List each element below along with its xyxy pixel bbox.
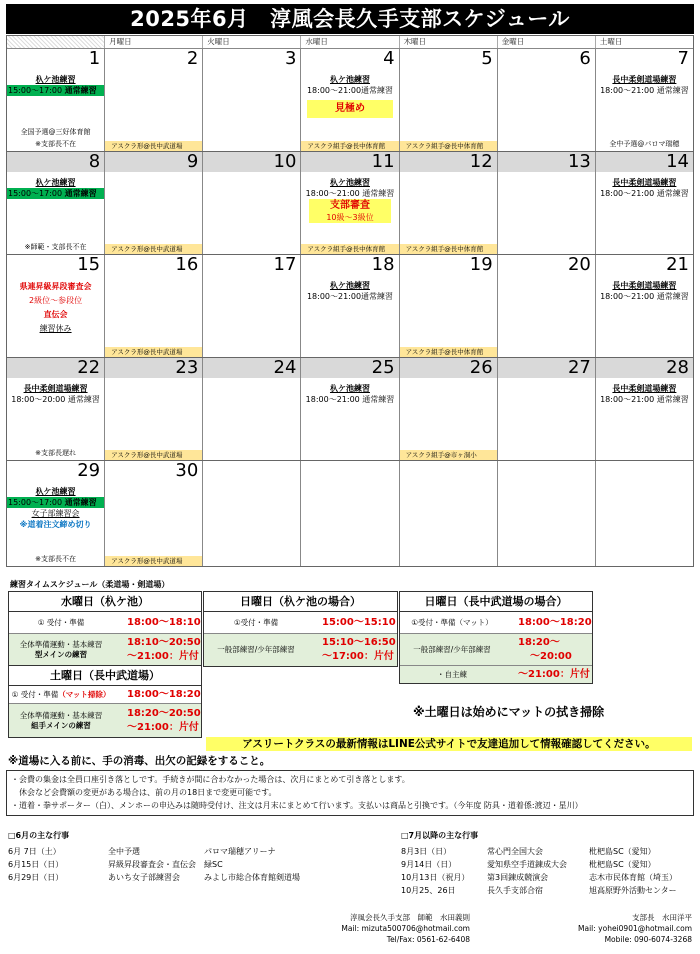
event-row	[8, 871, 384, 884]
activity-text: 一般部練習/少年部練習	[413, 644, 491, 654]
calendar-day	[104, 152, 202, 254]
day-event-line: 杁ケ池練習	[329, 281, 370, 290]
event-venue: 枇杷島SC（愛知）	[589, 860, 656, 869]
rule-line: ・道着・拳サポーター（白）、メンホーの申込みは随時受付け、注文は月末にまとめて行います。支払いは商品と引換です。（今年度 防具・道着係:渡辺・星川）	[11, 801, 583, 810]
day-event-line: 女子部練習会	[31, 509, 80, 518]
day-event-line: 県連昇級昇段審査会	[19, 282, 92, 291]
event-date: 10月25、26日	[401, 886, 456, 895]
timetable-sunday-nagachu	[399, 591, 593, 684]
activity-text: 一般部練習/少年部練習	[217, 645, 295, 654]
practice-time-green: 15:00～17:00 通常練習	[7, 85, 104, 96]
calendar-week	[7, 255, 693, 358]
day-number: 19	[469, 255, 493, 275]
ask-class-tag: アスクラ組手@長中体育館	[400, 244, 497, 254]
day-number: 28	[596, 358, 693, 378]
practice-type: 通常練習	[64, 498, 97, 507]
day-number: 5	[481, 49, 493, 69]
weekday-label: 水曜日	[300, 36, 398, 48]
time-text: 18:20～20:50	[127, 707, 201, 719]
day-events	[203, 69, 300, 74]
timetable-sunday-irigaike	[203, 591, 398, 667]
timetable-row	[9, 704, 201, 737]
day-number: 26	[400, 358, 497, 378]
day-event-line: 杁ケ池練習	[329, 75, 370, 84]
calendar-day	[202, 152, 300, 254]
day-events	[203, 275, 300, 280]
ask-class-tag: アスクラ形@長中武道場	[105, 556, 202, 566]
activity-text: 型メインの練習	[34, 650, 88, 659]
weekday-label: 火曜日	[202, 36, 300, 48]
practice-time-green: 15:00～17:00 通常練習	[7, 188, 104, 199]
day-number: 29	[77, 461, 101, 481]
calendar-day	[399, 358, 497, 460]
day-number: 22	[7, 358, 104, 378]
practice-type: 通常練習	[64, 189, 97, 198]
timetable-activity	[204, 612, 308, 633]
event-date: 10月13日（祝月）	[401, 873, 470, 882]
day-number: 17	[273, 255, 297, 275]
calendar-day	[300, 255, 398, 357]
timetable-time	[113, 634, 201, 666]
day-number: 20	[567, 255, 591, 275]
weekday-label: 土曜日	[595, 36, 693, 48]
day-events	[301, 69, 398, 118]
calendar-day	[595, 358, 693, 460]
day-events	[498, 275, 595, 280]
contact-line: Mail: mizuta500706@hotmail.com	[341, 924, 470, 933]
weekday-label: 金曜日	[497, 36, 595, 48]
event-row	[8, 858, 384, 871]
ask-class-tag: アスクラ形@長中武道場	[105, 450, 202, 460]
event-name: 第3回錬成競演会	[487, 873, 549, 882]
day-event-line: 18:00～21:00 通常練習	[600, 395, 689, 404]
calendar	[6, 35, 694, 567]
day-events	[203, 172, 300, 177]
contact-line: 淳風会長久手支部 師範 水田義則	[350, 913, 470, 922]
event-row	[401, 871, 699, 884]
timetable-row	[204, 612, 397, 634]
calendar-day	[202, 358, 300, 460]
day-number: 7	[677, 49, 689, 69]
day-note: ※支部長不在	[35, 555, 76, 563]
timetable-time	[308, 612, 397, 633]
day-events	[498, 69, 595, 74]
day-event-line: 杁ケ池練習	[329, 384, 370, 393]
highlight-event: 10級～3級位	[309, 212, 390, 223]
timetable-row	[400, 612, 592, 634]
timetable-time	[504, 612, 592, 633]
day-number: 21	[666, 255, 689, 275]
event-venue: 緑SC	[204, 860, 223, 869]
event-venue: みよし市総合体育館剣道場	[204, 873, 300, 882]
calendar-day	[202, 49, 300, 151]
highlight-event: 支部審査	[309, 199, 390, 212]
day-events	[596, 69, 693, 96]
day-number: 16	[175, 255, 199, 275]
calendar-day	[104, 461, 202, 566]
calendar-day	[399, 152, 497, 254]
day-event-line: 杁ケ池練習	[35, 75, 76, 84]
day-events	[105, 378, 202, 383]
contact-line: Mobile: 090-6074-3268	[604, 935, 692, 944]
event-name: 常心門全国大会	[487, 847, 543, 856]
weekday-label: 月曜日	[104, 36, 202, 48]
calendar-day	[7, 358, 104, 460]
calendar-day	[104, 358, 202, 460]
timetable-activity	[9, 612, 113, 633]
activity-highlight: （マット掃除）	[58, 689, 111, 699]
day-events	[596, 172, 693, 199]
day-event-line: 練習休み	[39, 324, 72, 333]
time-text: 18:10～20:50	[127, 637, 201, 648]
day-event-line: 長中柔剣道場練習	[612, 281, 677, 290]
time-text: 18:00～18:20	[518, 616, 592, 628]
timetable-activity	[9, 686, 113, 703]
calendar-day	[7, 461, 104, 566]
day-number: 10	[203, 152, 300, 172]
timetable-activity	[9, 704, 113, 737]
calendar-day	[399, 49, 497, 151]
contact-line: Mail: yohei0901@hotmail.com	[578, 924, 692, 933]
day-events	[498, 172, 595, 177]
day-event-line: 18:00～21:00 通常練習	[305, 395, 395, 404]
timetable-time	[504, 666, 592, 683]
activity-text: 組手メインの練習	[31, 720, 91, 730]
time-text: 15:00～15:10	[322, 616, 396, 628]
timetable-time	[113, 704, 201, 737]
timetable-time	[113, 612, 201, 633]
day-event-line: 杁ケ池練習	[35, 178, 76, 187]
ask-class-tag: アスクラ形@長中武道場	[105, 141, 202, 151]
day-note: ※師範・支部長不在	[24, 243, 87, 251]
day-note: 全国予選@三好体育館	[20, 128, 91, 136]
calendar-day	[497, 461, 595, 566]
day-events	[596, 275, 693, 302]
day-event-line: 18:00～21:00 通常練習	[600, 189, 689, 198]
ask-class-tag: アスクラ形@長中武道場	[105, 347, 202, 357]
timetable-row	[9, 612, 201, 634]
event-date: 9月14日（日）	[401, 860, 457, 869]
event-row	[401, 845, 699, 858]
day-events	[301, 172, 398, 223]
day-event-line: 長中柔剣道場練習	[612, 178, 677, 187]
day-events	[400, 172, 497, 177]
day-event-line: 長中柔剣道場練習	[23, 384, 88, 393]
saturday-note: ※土曜日は始めにマットの拭き掃除	[413, 705, 605, 719]
day-number: 12	[400, 152, 497, 172]
calendar-week	[7, 461, 693, 566]
event-row	[8, 845, 384, 858]
day-events	[7, 172, 104, 199]
time-text: ～21:00：片付	[127, 721, 199, 733]
calendar-day	[595, 461, 693, 566]
day-event-line: 18:00～21:00通常練習	[306, 292, 394, 301]
day-event-line: ※道着注文締め切り	[19, 520, 92, 529]
day-number: 24	[203, 358, 300, 378]
highlight-event: 見極め	[307, 100, 392, 118]
timetable-title: 日曜日（杁ケ池の場合）	[204, 592, 397, 612]
timetable-time	[113, 686, 201, 703]
time-text: 15:10～16:50	[322, 637, 396, 648]
event-date: 6月 7日（土）	[8, 847, 61, 856]
timetable-title: 水曜日（杁ケ池）	[9, 592, 201, 612]
day-event-line: 18:00～21:00 通常練習	[600, 292, 689, 301]
weekday-header	[7, 36, 693, 49]
calendar-day	[202, 255, 300, 357]
page-title: 2025年6月 淳風会長久手支部スケジュール	[6, 4, 694, 34]
contact-line: Tel/Fax: 0561-62-6408	[386, 935, 470, 944]
timetable-time	[504, 634, 592, 665]
event-venue: パロマ瑞穂アリーナ	[204, 847, 276, 856]
day-event-line: 18:00～20:00 通常練習	[11, 395, 100, 404]
contact-mizuta-yoshinori	[341, 912, 470, 945]
day-events	[203, 378, 300, 383]
ask-class-tag: アスクラ組手@長中体育館	[301, 141, 398, 151]
day-events	[7, 69, 104, 96]
day-events	[7, 378, 104, 405]
day-number: 25	[301, 358, 398, 378]
calendar-day	[202, 461, 300, 566]
event-date: 6月29日（日）	[8, 873, 64, 882]
ask-class-tag: アスクラ組手@長中体育館	[301, 244, 398, 254]
day-number: 15	[77, 255, 101, 275]
day-events	[596, 378, 693, 405]
time-text: ～17:00：片付	[322, 651, 394, 662]
calendar-day	[104, 49, 202, 151]
ask-class-tag: アスクラ組手@長中体育館	[400, 347, 497, 357]
timetable-row	[9, 686, 201, 704]
activity-text: 全体準備運動・基本練習	[19, 710, 103, 720]
events-heading: □7月以降の主な行事	[401, 831, 479, 840]
timetable-wednesday	[8, 591, 202, 667]
calendar-day	[300, 49, 398, 151]
day-events	[301, 378, 398, 405]
activity-text: ① 受付・準備	[37, 617, 85, 627]
line-banner: アスリートクラスの最新情報はLINE公式サイトで友達追加して情報確認してください。	[206, 737, 692, 751]
day-event-line: 杁ケ池練習	[35, 487, 76, 496]
activity-text: 全体準備運動・基本練習	[19, 640, 103, 649]
activity-text: ①受付・準備	[233, 617, 279, 627]
contact-line: 支部長 水田洋平	[632, 913, 692, 922]
timetable-activity	[400, 612, 504, 633]
calendar-day	[497, 152, 595, 254]
timetable-heading: 練習タイムスケジュール（柔道場・剣道場）	[10, 580, 170, 589]
day-events	[105, 172, 202, 177]
day-event-line: 2級位～参段位	[29, 296, 83, 305]
day-number: 23	[105, 358, 202, 378]
time-text: ～20:00	[530, 650, 572, 662]
activity-text: ・自主練	[437, 669, 467, 679]
day-number: 4	[383, 49, 395, 69]
calendar-day	[497, 255, 595, 357]
ask-class-tag: アスクラ組手@市ヶ洞小	[400, 450, 497, 460]
day-events	[7, 481, 104, 530]
weekday-label	[7, 36, 104, 48]
day-events	[400, 275, 497, 280]
event-name: 愛知県空手道錬成大会	[487, 860, 567, 869]
day-event-line: 18:00～21:00 通常練習	[600, 86, 689, 95]
day-event-line: 直伝会	[43, 310, 68, 319]
day-events	[301, 275, 398, 302]
timetable-time	[308, 634, 397, 666]
timetable-title: 日曜日（長中武道場の場合）	[400, 592, 592, 612]
day-events	[105, 275, 202, 280]
timetable-row	[9, 634, 201, 666]
day-events	[400, 69, 497, 74]
event-name: 長久手支部合宿	[487, 886, 543, 895]
calendar-day	[595, 255, 693, 357]
event-date: 8月3日（日）	[401, 847, 452, 856]
day-note: ※支部長遅れ	[35, 449, 76, 457]
event-venue: 枇杷島SC（愛知）	[589, 847, 656, 856]
event-name: あいち女子部練習会	[108, 873, 180, 882]
calendar-day	[300, 152, 398, 254]
day-events	[498, 378, 595, 383]
activity-text: ① 受付・準備（マット掃除）	[11, 689, 111, 699]
day-event-line: 長中柔剣道場練習	[612, 384, 677, 393]
day-event-line: 杁ケ池練習	[329, 178, 370, 187]
day-number: 30	[175, 461, 199, 481]
time-text: 18:00～18:10	[127, 616, 201, 628]
time-text: ～21:00：片付	[127, 651, 199, 662]
day-number: 14	[596, 152, 693, 172]
events-heading: □6月の主な行事	[8, 831, 70, 840]
event-date: 6月15日（日）	[8, 860, 64, 869]
calendar-day	[595, 152, 693, 254]
day-note: 全中予選@パロマ瑞穂	[609, 140, 680, 148]
timetable-row	[400, 634, 592, 666]
event-row	[401, 858, 699, 871]
timetable-activity	[400, 634, 504, 665]
day-events	[105, 69, 202, 74]
day-events	[7, 275, 104, 336]
time-text: 18:20～	[518, 636, 560, 648]
day-number: 3	[284, 49, 297, 69]
calendar-day	[7, 49, 104, 151]
activity-text: ①受付・準備（マット）	[411, 617, 493, 627]
time-text: ～21:00：片付	[518, 668, 590, 680]
timetable-activity	[204, 634, 308, 666]
calendar-day	[595, 49, 693, 151]
timetable-row	[400, 666, 592, 683]
day-events	[105, 481, 202, 486]
day-number: 6	[579, 49, 591, 69]
calendar-week	[7, 152, 693, 255]
day-note: ※支部長不在	[35, 140, 76, 148]
ask-class-tag: アスクラ組手@長中体育館	[400, 141, 497, 151]
timetable-saturday	[8, 665, 202, 738]
calendar-day	[497, 49, 595, 151]
day-event-line: 長中柔剣道場練習	[612, 75, 677, 84]
day-number: 8	[7, 152, 104, 172]
day-number: 1	[88, 49, 101, 69]
event-name: 全中予選	[108, 847, 140, 856]
timetable-activity	[9, 634, 113, 666]
calendar-day	[104, 255, 202, 357]
day-number: 27	[498, 358, 595, 378]
practice-time-green: 15:00～17:00 通常練習	[7, 497, 104, 508]
timetable-title: 土曜日（長中武道場）	[9, 666, 201, 686]
calendar-day	[399, 255, 497, 357]
event-name: 昇級昇段審査会・直伝会	[108, 860, 196, 869]
event-row	[401, 884, 699, 897]
ask-class-tag: アスクラ形@長中武道場	[105, 244, 202, 254]
day-number: 9	[105, 152, 202, 172]
hand-sanitize-note: ※道場に入る前に、手の消毒、出欠の記録をすること。	[8, 755, 271, 767]
calendar-day	[7, 255, 104, 357]
calendar-day	[399, 461, 497, 566]
day-events	[400, 378, 497, 383]
contact-mizuta-yohei	[578, 912, 692, 945]
practice-type: 通常練習	[64, 86, 97, 95]
timetable-row	[204, 634, 397, 666]
time-text: 18:00～18:20	[127, 688, 201, 700]
calendar-day	[300, 358, 398, 460]
rule-line: ・会費の集金は全員口座引き落としです。手続きが間に合わなかった場合は、次月にまとめて引き落とします。	[11, 775, 410, 784]
day-number: 18	[371, 255, 395, 275]
event-venue: 志木市民体育館（埼玉）	[589, 873, 677, 882]
events-june	[8, 830, 384, 884]
calendar-week	[7, 49, 693, 152]
timetable-activity	[400, 666, 504, 683]
calendar-day	[300, 461, 398, 566]
rules-box	[6, 770, 694, 816]
calendar-week	[7, 358, 693, 461]
calendar-day	[497, 358, 595, 460]
day-number: 2	[186, 49, 199, 69]
day-event-line: 18:00～21:00通常練習	[306, 86, 394, 95]
calendar-day	[7, 152, 104, 254]
day-number: 11	[301, 152, 398, 172]
event-venue: 旭高原野外活動センター	[589, 886, 677, 895]
rule-line: 休会など会費額の変更がある場合は、前の月の18日まで変更可能です。	[11, 788, 277, 797]
day-event-line: 18:00～21:00 通常練習	[305, 189, 395, 198]
weekday-label: 木曜日	[399, 36, 497, 48]
events-later	[401, 830, 699, 897]
day-number: 13	[498, 152, 595, 172]
